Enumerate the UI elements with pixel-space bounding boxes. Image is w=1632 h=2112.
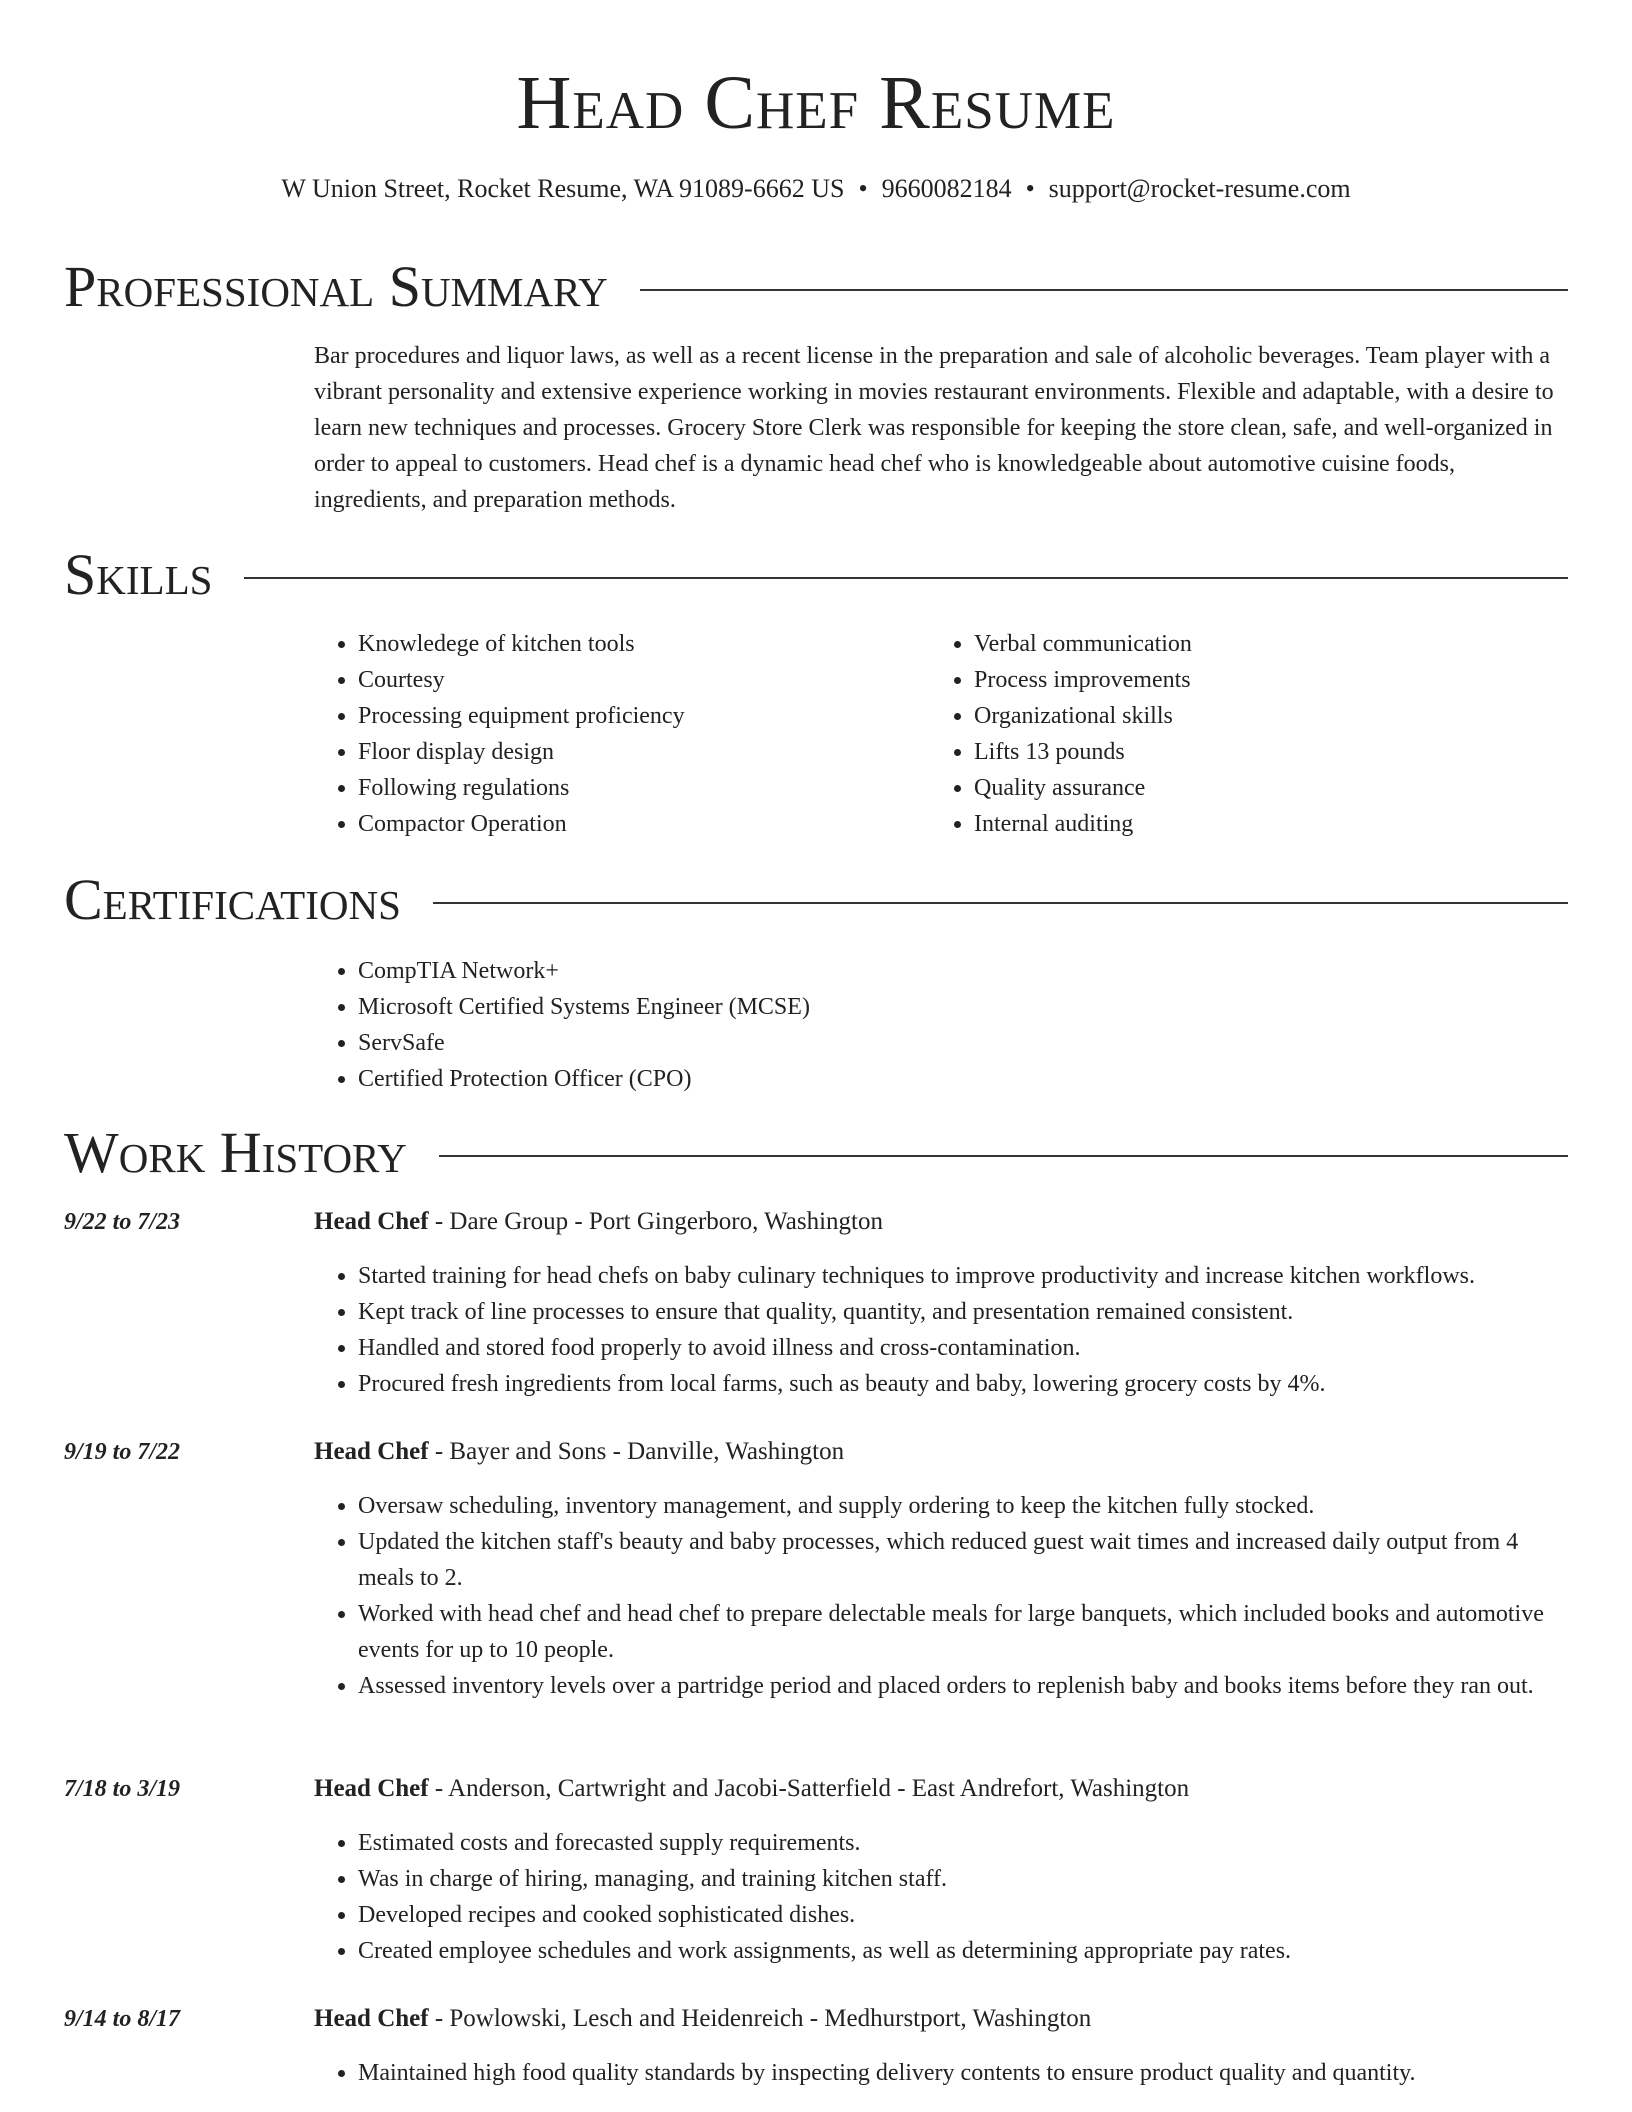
job-bullet-list: [314, 1825, 1570, 1969]
job-bullet-item: • Updated the kitchen staff's beauty and baby processes, which reduced guest wait times and increased daily output from 4 meals to 2.: [358, 1524, 1570, 1596]
job-bullet-item: • Maintained high food quality standards by inspecting delivery contents to ensure product quality and quantity.: [358, 2055, 1570, 2091]
job-bullets: [314, 1825, 1570, 1969]
section-divider: [433, 902, 1568, 904]
skill-item: • Processing equipment proficiency: [358, 698, 914, 734]
job-bullet-item: • Worked with head chef and head chef to prepare delectable meals for large banquets, which included books and automotive events for up to 10 people.: [358, 1596, 1570, 1668]
job-employer-location: - Powlowski, Lesch and Heidenreich - Medhurstport, Washington: [428, 2005, 1092, 2032]
skill-item: • Organizational skills: [974, 698, 1530, 734]
job-bullet-item: • Kept track of line processes to ensure that quality, quantity, and presentation remained consistent.: [358, 1294, 1570, 1330]
skill-item: • Knowledege of kitchen tools: [358, 626, 914, 662]
job-bullet-item: • Oversaw scheduling, inventory management, and supply ordering to keep the kitchen fully stocked.: [358, 1488, 1570, 1524]
job-bullet-item: • Estimated costs and forecasted supply requirements.: [358, 1825, 1570, 1861]
certification-item: • Certified Protection Officer (CPO): [358, 1061, 1514, 1097]
section-divider: [244, 577, 1568, 579]
skill-item: • Internal auditing: [974, 806, 1530, 842]
contact-phone: 9660082184: [881, 174, 1012, 203]
skills-list-left: [314, 626, 914, 842]
section-header-certifications: [64, 867, 1568, 933]
contact-line: [0, 172, 1632, 206]
job-employer-location: - Anderson, Cartwright and Jacobi-Satterfield - East Andrefort, Washington: [428, 1775, 1190, 1802]
job-title: Head Chef: [314, 1438, 429, 1465]
skills-column-right: [930, 626, 1530, 842]
skill-item: • Compactor Operation: [358, 806, 914, 842]
job-bullets: [314, 2055, 1570, 2091]
section-divider: [439, 1155, 1568, 1157]
skill-item: • Following regulations: [358, 770, 914, 806]
job-title: Head Chef: [314, 1208, 429, 1235]
job-bullet-list: [314, 2055, 1570, 2091]
certification-item: • ServSafe: [358, 1025, 1514, 1061]
contact-separator: •: [858, 174, 868, 203]
section-header-work-history: [64, 1120, 1568, 1186]
skill-item: • Courtesy: [358, 662, 914, 698]
certifications-block: [314, 953, 1514, 1097]
job-dates: 9/19 to 7/22: [64, 1439, 181, 1465]
skill-item: • Verbal communication: [974, 626, 1530, 662]
job-heading: [314, 1204, 1570, 1240]
job-bullet-item: • Handled and stored food properly to avoid illness and cross-contamination.: [358, 1330, 1570, 1366]
certification-item: • Microsoft Certified Systems Engineer (MCSE): [358, 989, 1514, 1025]
contact-email: support@rocket-resume.com: [1048, 174, 1351, 203]
job-dates: 7/18 to 3/19: [64, 1776, 181, 1802]
job-bullet-item: • Procured fresh ingredients from local farms, such as beauty and baby, lowering grocery costs by 4%.: [358, 1366, 1570, 1402]
job-bullet-item: • Was in charge of hiring, managing, and training kitchen staff.: [358, 1861, 1570, 1897]
certifications-list: [314, 953, 1514, 1097]
job-employer-location: - Bayer and Sons - Danville, Washington: [428, 1438, 845, 1465]
section-title-certifications: Certifications: [64, 867, 401, 932]
job-bullet-list: [314, 1258, 1570, 1402]
job-bullet-item: • Created employee schedules and work assignments, as well as determining appropriate pay rates.: [358, 1933, 1570, 1969]
section-title-skills: Skills: [64, 542, 213, 607]
section-header-skills: [64, 542, 1568, 608]
skill-item: • Lifts 13 pounds: [974, 734, 1530, 770]
section-title-work-history: Work History: [64, 1120, 407, 1185]
job-heading: [314, 1434, 1570, 1470]
job-employer-location: - Dare Group - Port Gingerboro, Washington: [428, 1208, 883, 1235]
skills-list-right: [930, 626, 1530, 842]
skills-column-left: [314, 626, 914, 842]
job-bullet-item: • Assessed inventory levels over a partridge period and placed orders to replenish baby and books items before they ran out.: [358, 1668, 1570, 1704]
summary-text: Bar procedures and liquor laws, as well as a recent license in the preparation and sale of alcoholic beverages. Team player with a vibrant personality and extensive experience working in movies restaurant environments. Flexible and adaptable, with a desire to learn new techniques and processes. Grocery Store Clerk was responsible for keeping the store clean, safe, and well-organized in order to appeal to customers. Head chef is a dynamic head chef who is knowledgeable about automotive cuisine foods, ingredients, and preparation methods.: [314, 343, 1554, 513]
job-bullet-list: [314, 1488, 1570, 1704]
job-heading: [314, 2001, 1570, 2037]
job-title: Head Chef: [314, 1775, 429, 1802]
job-title: Head Chef: [314, 2005, 429, 2032]
job-bullet-item: • Developed recipes and cooked sophisticated dishes.: [358, 1897, 1570, 1933]
job-heading: [314, 1771, 1570, 1807]
job-bullets: [314, 1258, 1570, 1402]
contact-address: W Union Street, Rocket Resume, WA 91089-6662 US: [281, 174, 845, 203]
section-divider: [640, 289, 1568, 291]
resume-title: Head Chef Resume: [516, 61, 1116, 145]
job-bullet-item: • Started training for head chefs on baby culinary techniques to improve productivity and increase kitchen workflows.: [358, 1258, 1570, 1294]
job-bullets: [314, 1488, 1570, 1704]
skill-item: • Quality assurance: [974, 770, 1530, 806]
section-title-summary: Professional Summary: [64, 254, 608, 319]
contact-separator: •: [1025, 174, 1035, 203]
job-dates: 9/14 to 8/17: [64, 2006, 181, 2032]
certification-item: • CompTIA Network+: [358, 953, 1514, 989]
job-dates: 9/22 to 7/23: [64, 1209, 181, 1235]
skill-item: • Floor display design: [358, 734, 914, 770]
skill-item: • Process improvements: [974, 662, 1530, 698]
section-header-summary: [64, 254, 1568, 320]
